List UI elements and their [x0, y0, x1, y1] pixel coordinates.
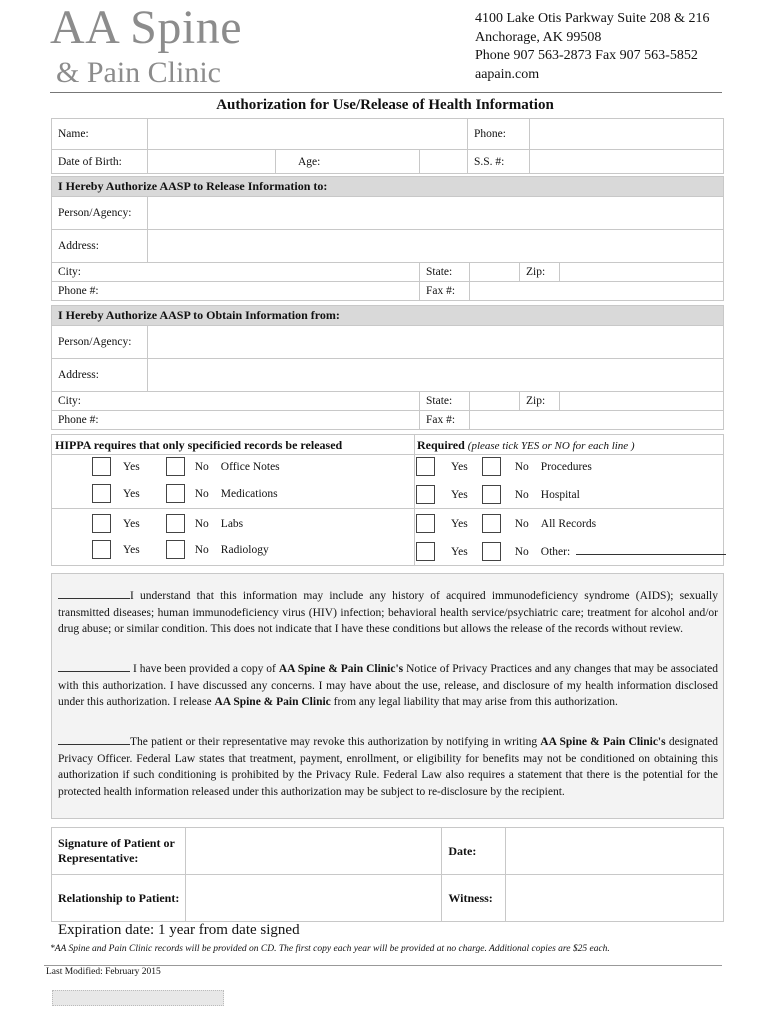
relationship-field[interactable] — [186, 875, 442, 922]
all-records-yes-label: Yes — [451, 518, 468, 531]
aids-initials-field[interactable] — [58, 598, 130, 599]
medications-yes-checkbox[interactable] — [92, 484, 111, 503]
obtain-address-label: Address: — [52, 359, 148, 392]
address-website[interactable]: aapain.com — [475, 66, 540, 82]
obtain-state-field[interactable] — [470, 392, 520, 411]
record-row-hospital — [416, 485, 580, 504]
office-notes-yes-label: Yes — [123, 461, 140, 474]
name-label: Name: — [52, 119, 148, 150]
release-zip-field[interactable] — [560, 263, 724, 282]
other-no-label: No — [514, 546, 529, 559]
consent-paragraph-revoke — [58, 734, 718, 800]
record-row-radiology — [92, 540, 269, 559]
records-left-header: HIPPA requires that only specificied records be released — [55, 438, 343, 452]
address-line1: 4100 Lake Otis Parkway Suite 208 & 216 — [475, 11, 710, 26]
radiology-yes-checkbox[interactable] — [92, 540, 111, 559]
hospital-no-label: No — [514, 489, 529, 502]
records-row-divider — [51, 508, 724, 509]
required-note: (please tick YES or NO for each line ) — [467, 440, 635, 452]
release-fax-label: Fax #: — [420, 282, 470, 301]
age-label: Age: — [276, 150, 420, 174]
labs-yes-label: Yes — [123, 518, 140, 531]
release-to-table — [51, 176, 724, 301]
witness-field[interactable] — [506, 875, 724, 922]
date-label: Date: — [442, 828, 506, 875]
hospital-no-checkbox[interactable] — [482, 485, 501, 504]
header-divider — [50, 92, 722, 93]
release-city-label: City: — [52, 263, 420, 282]
release-address-field[interactable] — [148, 230, 724, 263]
obtain-zip-field[interactable] — [560, 392, 724, 411]
obtain-fax-field[interactable] — [470, 411, 724, 430]
records-cd-note: *AA Spine and Pain Clinic records will be provided on CD. The first copy each year will be provided at no charge. Additional copies are $25 each. — [50, 944, 610, 954]
record-row-labs — [92, 514, 243, 533]
radiology-label: Radiology — [220, 544, 269, 557]
age-field[interactable] — [420, 150, 468, 174]
release-phone-label: Phone #: — [52, 282, 420, 301]
office-notes-yes-checkbox[interactable] — [92, 457, 111, 476]
records-right-header — [417, 438, 635, 453]
all-records-label: All Records — [540, 518, 597, 531]
medications-no-checkbox[interactable] — [166, 484, 185, 503]
address-line2: Anchorage, AK 99508 — [475, 29, 602, 45]
clinic-address — [475, 10, 709, 84]
form-title: Authorization for Use/Release of Health Information — [216, 97, 554, 113]
procedures-yes-label: Yes — [451, 461, 468, 474]
labs-no-label: No — [194, 518, 209, 531]
footer-divider — [44, 965, 722, 966]
other-no-checkbox[interactable] — [482, 542, 501, 561]
address-line3: Phone 907 563-2873 Fax 907 563-5852 — [475, 48, 698, 63]
medications-label: Medications — [220, 488, 278, 501]
office-notes-no-label: No — [194, 461, 209, 474]
procedures-no-checkbox[interactable] — [482, 457, 501, 476]
obtain-zip-label: Zip: — [520, 392, 560, 411]
hospital-yes-checkbox[interactable] — [416, 485, 435, 504]
release-zip-label: Zip: — [520, 263, 560, 282]
other-field[interactable] — [576, 554, 726, 555]
privacy-clinic-name-2: AA Spine & Pain Clinic — [214, 696, 331, 708]
procedures-label: Procedures — [540, 461, 592, 474]
name-field[interactable] — [148, 119, 468, 150]
dob-label: Date of Birth: — [52, 150, 148, 174]
obtain-state-label: State: — [420, 392, 470, 411]
obtain-from-header: I Hereby Authorize AASP to Obtain Information from: — [52, 306, 724, 326]
ssn-label: S.S. #: — [468, 150, 530, 174]
expiration-text: Expiration date: 1 year from date signed — [58, 922, 300, 938]
record-row-medications — [92, 484, 278, 503]
all-records-no-checkbox[interactable] — [482, 514, 501, 533]
other-yes-checkbox[interactable] — [416, 542, 435, 561]
radiology-yes-label: Yes — [123, 544, 140, 557]
privacy-text-a: I have been provided a copy of — [130, 663, 279, 675]
ssn-field[interactable] — [530, 150, 724, 174]
radiology-no-label: No — [194, 544, 209, 557]
last-modified: Last Modified: February 2015 — [46, 967, 161, 977]
obtain-phone-label: Phone #: — [52, 411, 420, 430]
radiology-no-checkbox[interactable] — [166, 540, 185, 559]
all-records-no-label: No — [514, 518, 529, 531]
privacy-initials-field[interactable] — [58, 671, 130, 672]
footer-stamp — [52, 990, 224, 1006]
revoke-text-b: designated Privacy Officer. Federal Law states that treatment, payment, enrollment, or eligibility for benefits may not be conditioned on obtaining this authorization if such conditioning is prohibited by the Privacy Rule. Federal Law also requires a statement that there is the potential for the protected health information released under this authorization may be subject to re-disclosure by the recipient. — [58, 736, 718, 798]
medications-no-label: No — [194, 488, 209, 501]
phone-label: Phone: — [468, 119, 530, 150]
relationship-label: Relationship to Patient: — [52, 875, 186, 922]
procedures-no-label: No — [514, 461, 529, 474]
record-row-office-notes — [92, 457, 280, 476]
privacy-clinic-name: AA Spine & Pain Clinic's — [278, 663, 404, 675]
obtain-person-label: Person/Agency: — [52, 326, 148, 359]
office-notes-no-checkbox[interactable] — [166, 457, 185, 476]
labs-no-checkbox[interactable] — [166, 514, 185, 533]
office-notes-label: Office Notes — [220, 461, 280, 474]
dob-field[interactable] — [148, 150, 276, 174]
hospital-yes-label: Yes — [451, 489, 468, 502]
record-row-other — [416, 542, 726, 561]
privacy-text-b: Notice of Privacy Practices and any changes that may be associated with this authorization. I have discussed any concerns. I may have about the use, release, and disclosure of my health information disclosed under this authorization. I release — [58, 663, 718, 708]
revoke-clinic-name: AA Spine & Pain Clinic's — [540, 736, 666, 748]
aids-text: I understand that this information may include any history of acquired immunodeficiency syndrome (AIDS); sexually transmitted diseases; human immunodeficiency virus (HIV) infection; behavioral health service/psychiatric care; treatment for alcohol and/or drug abuse; or similar condition. This does not indicate that I have these conditions but allows the release of the records without review. — [58, 590, 718, 635]
all-records-yes-checkbox[interactable] — [416, 514, 435, 533]
witness-label: Witness: — [442, 875, 506, 922]
records-header-divider — [51, 454, 724, 455]
release-person-field[interactable] — [148, 197, 724, 230]
obtain-address-field[interactable] — [148, 359, 724, 392]
date-field[interactable] — [506, 828, 724, 875]
obtain-fax-label: Fax #: — [420, 411, 470, 430]
release-address-label: Address: — [52, 230, 148, 263]
release-person-label: Person/Agency: — [52, 197, 148, 230]
phone-field[interactable] — [530, 119, 724, 150]
clinic-logo-line1: AA Spine — [50, 1, 243, 54]
labs-yes-checkbox[interactable] — [92, 514, 111, 533]
record-row-all-records — [416, 514, 596, 533]
record-row-procedures — [416, 457, 592, 476]
revoke-text-a: The patient or their representative may revoke this authorization by notifying in writing — [130, 736, 541, 748]
labs-label: Labs — [220, 518, 244, 531]
signature-label: Signature of Patient or Representative: — [52, 828, 186, 875]
hospital-label: Hospital — [540, 489, 580, 502]
release-state-label: State: — [420, 263, 470, 282]
consent-paragraph-privacy — [58, 661, 718, 711]
release-state-field[interactable] — [470, 263, 520, 282]
required-label: Required — [417, 438, 465, 452]
release-to-header: I Hereby Authorize AASP to Release Information to: — [52, 177, 724, 197]
consent-paragraph-aids — [58, 588, 718, 638]
other-yes-label: Yes — [451, 546, 468, 559]
other-label: Other: — [540, 546, 571, 559]
clinic-logo-line2: & Pain Clinic — [56, 56, 221, 89]
signature-field[interactable] — [186, 828, 442, 875]
signature-table — [51, 827, 724, 922]
patient-info-table — [51, 118, 724, 174]
medications-yes-label: Yes — [123, 488, 140, 501]
obtain-person-field[interactable] — [148, 326, 724, 359]
obtain-from-table — [51, 305, 724, 430]
procedures-yes-checkbox[interactable] — [416, 457, 435, 476]
revoke-initials-field[interactable] — [58, 744, 130, 745]
obtain-city-label: City: — [52, 392, 420, 411]
privacy-text-c: from any legal liability that may arise from this authorization. — [330, 696, 618, 708]
release-fax-field[interactable] — [470, 282, 724, 301]
